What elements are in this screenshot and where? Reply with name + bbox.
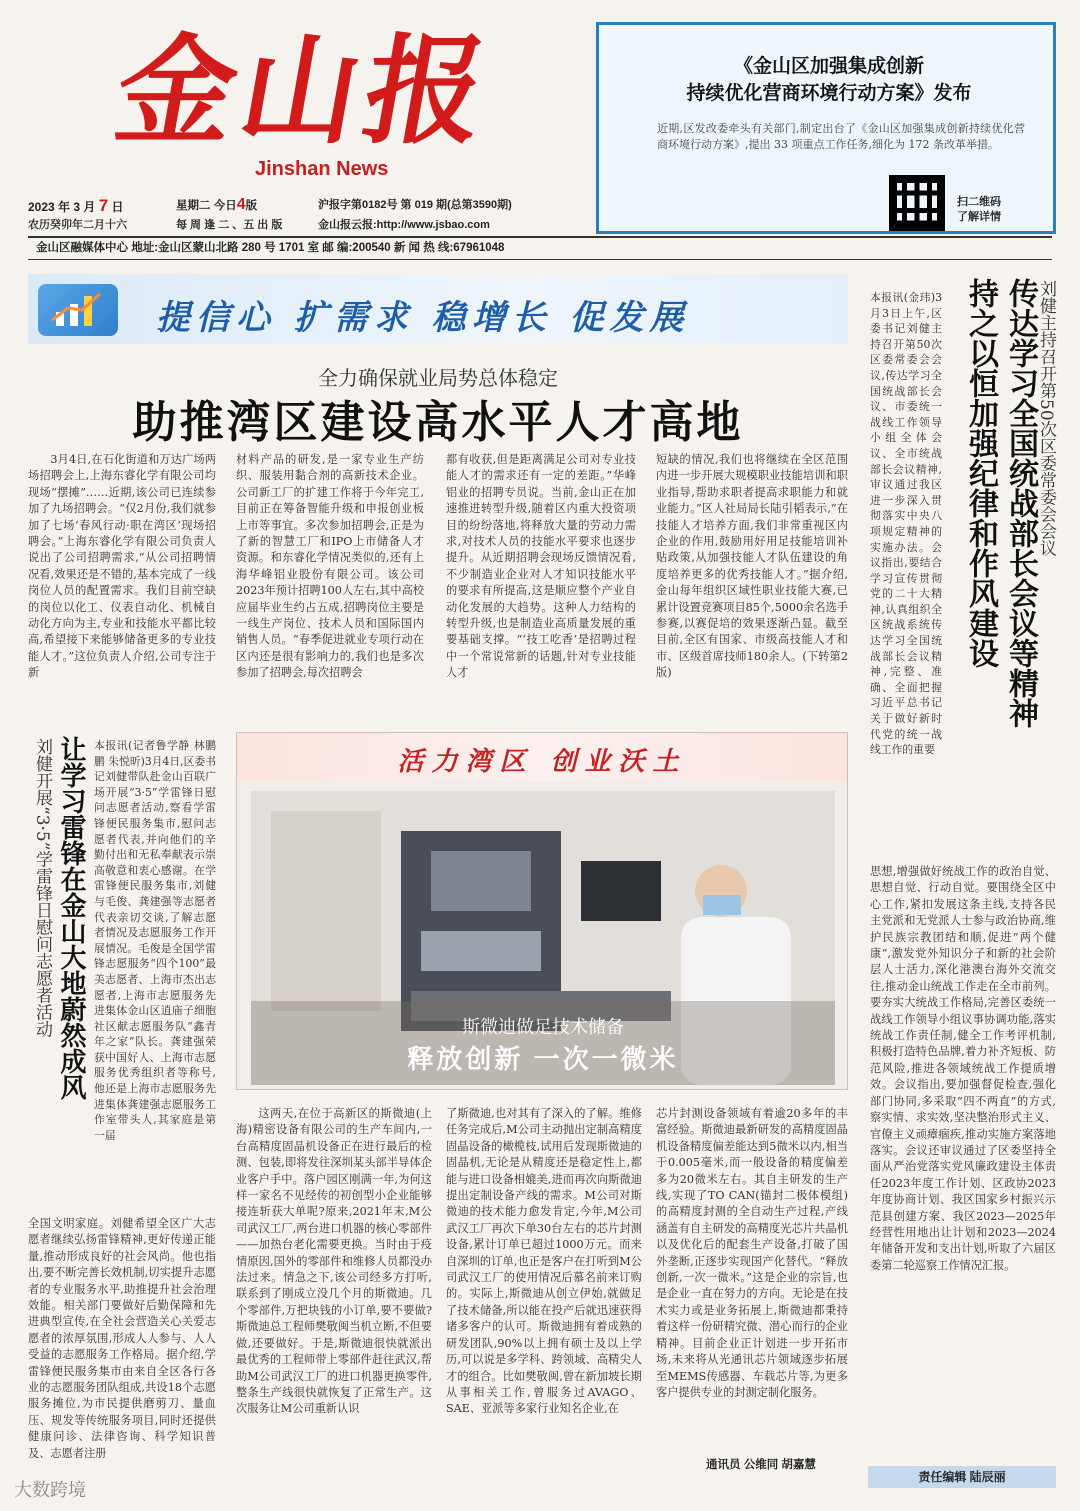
watermark: 大数跨境 bbox=[14, 1480, 86, 1500]
right-story-wide-column: 思想,增强做好统战工作的政治自觉、思想自觉、行动自觉。要围绕全区中心工作,紧扣发展这条主线,支持各民主党派和无党派人士参与政治协商,维护民族宗教团结和顺,促进“两个健康”,激发党外知识分子和新的社会阶层人士活力,深化港澳台海外交流交往,推动金山统战工作走在全市前列。要夯实大统战工作格局,完善区委统一战线工作领导小组议事协调功能,落实统战工作责任制,健全工作考评机制,积极打造特色品牌,着力补齐短板、防范风险,推进各领域统战工作提质增效。会议指出,要加强督促检查,强化部门协同,多采取“四不两直”的方式,察实情、求实效,坚决整治形式主义、官僚主义顽瘴痼疾,推动实施方案落地落实。会议还审议通过了区委坚持全面从严治党落实党风廉政建设主体责任2023年度工作计划、区政协2023年度协商计划、我区国家乡村振兴示范县创建方案、我区2023—2025年经营性用地出让计划和2023—2024年储备开发和支出计划,听取了六届区委第二轮巡察工作情况汇报。 bbox=[870, 865, 1056, 1272]
feature-block bbox=[236, 732, 848, 1090]
publication-date: 2023 年 3 月 7 日 bbox=[28, 196, 124, 215]
feature-headline: 释放创新 一次一微米 bbox=[407, 1044, 679, 1074]
qr-code-icon[interactable] bbox=[889, 175, 945, 231]
chart-icon bbox=[38, 284, 118, 336]
feature-banner-title: 活力湾区 创业沃土 bbox=[397, 747, 687, 777]
masthead-english-name: Jinshan News bbox=[255, 158, 389, 180]
lead-kicker: 全力确保就业局势总体稳定 bbox=[318, 366, 558, 390]
weekday-pages: 星期二 今日4版 bbox=[176, 196, 258, 213]
publishing-frequency: 每 周 逢 二 、五 出 版 bbox=[176, 219, 283, 231]
feature-photo bbox=[251, 791, 835, 1085]
feature-credit: 通讯员 公维同 胡嘉慧 bbox=[706, 1459, 816, 1471]
right-story-subhead: 刘健主持召开第50次区委常委会会议 bbox=[1036, 280, 1056, 557]
slogan-banner bbox=[28, 274, 848, 344]
feature-deck: 斯微迪做足技术储备 bbox=[462, 1017, 624, 1038]
left-story-headline: 让学习雷锋在金山大地蔚然成风 bbox=[57, 736, 87, 1100]
lead-column-4: 短缺的情况,我们也将继续在全区范围内进一步开展大规模职业技能培训和职业指导,帮助求职者提高求职能力和就业能力。”区人社局局长陆引韬表示,“在技能人才培养方面,我们非常重视区内企业的作用,鼓励用好用足技能培训补贴政策,从加强技能人才队伍建设的角度培养更多的优秀技能人才。”据介绍,金山每年组织区域性职业技能大赛,已累计设置竞赛项目85个,5000余名选手参赛,以赛促培的效果逐渐凸显。截至目前,全区有国家、市级高技能人才和市、区级首席技师180余人。(下转第2版) bbox=[656, 453, 848, 680]
cloud-paper-link[interactable]: 金山报云报:http://www.jsbao.com bbox=[318, 219, 490, 231]
right-story-headline-1: 传达学习全国统战部长会议等精神 bbox=[1004, 278, 1037, 728]
left-story-wide-column: 全国文明家庭。刘健希望全区广大志愿者继续弘扬雷锋精神,更好传递正能量,推动形成良好的社会风尚。他也指出,要不断完善长效机制,切实提升志愿者的专业服务水平,助推提升社会治理效能。相关部门要做好后勤保障和先进典型宣传,在全社会营造关心关爱志愿者的浓厚氛围,形成人人参与、人人受益的志愿服务工作格局。据介绍,学雷锋便民服务集市由来自全区各行各业的志愿服务团队组成,共设18个志愿服务摊位,为市民提供磨剪刀、量血压、规发等传统服务项目,同时还提供健康问诊、法律咨询、科学知识普及、志愿者注册 bbox=[28, 1217, 216, 1460]
issue-number: 沪报字第0182号 第 019 期(总第3590期) bbox=[318, 199, 512, 211]
lead-column-2: 材料产品的研发,是一家专业生产纺织、服装用黏合剂的高新技术企业。公司新工厂的扩建工作将于今年完工,目前正在筹备智能升级和申报创业板上市等事宜。多次参加招聘会,正是为了新的智慧工厂和IPO上市储备人才资源。和东睿化学情况类似的,还有上海华峰铝业股份有限公司。该公司2023年预计招聘100人左右,其中高校应届毕业生约占五成,招聘岗位主要是一线生产岗位、技术人员和国际国内销售人员。“春季促进就业专项行动在区内还是很有影响力的,我们也是多次参加了招聘会,每次招聘会 bbox=[236, 453, 424, 680]
editor-credit: 责任编辑 陆辰丽 bbox=[868, 1466, 1056, 1488]
lead-column-1: 3月4日,在石化街道和万达广场两场招聘会上,上海东睿化学有限公司均现场“摆摊”……近期,该公司已连续参加了九场招聘会。“仅2月份,我们就参加了七场‘春风行动·职在湾区’现场招聘会。”上海东睿化学有限公司负责人说出了公司招聘需求,“从公司招聘情况看,效果还是不错的,基本完成了一线岗位人员的配置需求。我们目前空缺的岗位以化工、仪表自动化、机械自动化方向为主,专业和技能水平都比较高,希望接下来能够储备更多的专业技能人才。”这位负责人介绍,公司专注于新 bbox=[28, 453, 216, 680]
feature-column-2: 了斯微迪,也对其有了深入的了解。维修任务完成后,M公司主动抛出定制高精度固晶设备的橄榄枝,试用后发现斯微迪的固晶机,无论是从精度还是稳定性上,都能与进口设备相媲美,进而再次向斯微迪提出定制设备产线的需求。M公司对斯微迪的技术能力愈发肯定,今年,M公司武汉工厂再次下单30台左右的芯片封测设备,累计订单已超过1000万元。而来自深圳的订单,也正是客户在打听到M公司武汉工厂的使用情况后慕名前来订购的。实际上,斯微迪从创立伊始,就做足了技术储备,所以能在投产后就迅速获得诸多客户的认可。斯微迪拥有着成熟的研发团队,90%以上拥有硕士及以上学历,可以说是多学科、跨领域、高精尖人才的组合。比如樊敬闽,曾在新加坡长期从事相关工作,曾服务过AVAGO、SAE、亚派等多家行业知名企业,在 bbox=[446, 1107, 642, 1416]
lead-headline: 助推湾区建设高水平人才高地 bbox=[132, 398, 744, 447]
address-bar: 金山区融媒体中心 地址:金山区蒙山北路 280 号 1701 室 邮 编:200540 新 闻 热 线:67961048 bbox=[28, 236, 1052, 260]
left-story-subhead: 刘健开展“3·5”学雷锋日慰问志愿者活动 bbox=[32, 738, 52, 1038]
promo-box bbox=[596, 22, 1056, 234]
qr-caption: 扫二维码 了解详情 bbox=[957, 196, 1001, 223]
left-story-narrow-column: 本报讯(记者鲁学静 林鹏鹏 朱悦昕)3月4日,区委书记刘健带队赴金山百联广场开展“3·5”学雷锋日慰问志愿者活动,察看学雷锋便民服务集市,慰问志愿者代表,并向他们的辛勤付出和无私奉献表示崇高敬意和衷心感谢。在学雷锋便民服务集市,刘健与毛俊、龚建强等志愿者代表亲切交谈,了解志愿者情况及志愿服务工作开展情况。毛俊是全国学雷锋志愿服务“四个100”最美志愿者、上海市杰出志愿者,上海市志愿服务先进集体金山区逍庙子细胞社区献志愿服务队“鑫青年之家”队长。龚建强荣获中国好人、上海市志愿服务优秀组织者等称号,他还是上海市志愿服务先进集体龚建强志愿服务工作室带头人,其家庭是第一届 bbox=[94, 739, 216, 1142]
right-story-narrow-column: 本报讯(金玮)3月3日上午,区委书记刘健主持召开第50次区委常委会会议,传达学习全国统战部长会议、市委统一战线工作领导小组全体会议、全市统战部长会议精神,审议通过我区进一步深入贯彻落实中央八项规定精神的实施办法。会议指出,要结合学习宣传贯彻党的二十大精神,认真组织全区统战系统传达学习全国统战部长会议精神,完整、准确、全面把握习近平总书记关于做好新时代党的统一战线工作的重要 bbox=[870, 291, 942, 757]
lead-column-3: 都有收获,但是距离满足公司对专业技能人才的需求还有一定的差距。”华峰铝业的招聘专员说。当前,金山正在加速推进转型升级,随着区内重大投资项目的纷纷落地,将释放大量的劳动力需求,对技术人员的技能水平要求也逐步提升。从近期招聘会现场反馈情况看,不少制造业企业对人才知识技能水平的要求有所提高,这是顺应整个产业自动化发展的大趋势。这种人力结构的转型升级,也是制造业高质量发展的重要基础支撑。“‘技工吃香’是招聘过程中一个常说常新的话题,针对专业技能人才 bbox=[446, 453, 636, 680]
masthead-logo: 金山报 bbox=[105, 21, 503, 160]
right-story-headline-2: 持之以恒加强纪律和作风建设 bbox=[964, 278, 997, 668]
promo-body: 近期,区发改委牵头有关部门,制定出台了《金山区加强集成创新持续优化营商环境行动方案》,提出 33 项重点工作任务,细化为 172 条改革举措。 bbox=[657, 122, 1025, 151]
promo-title: 《金山区加强集成创新 持续优化营商环境行动方案》发布 bbox=[686, 56, 972, 104]
feature-column-3: 芯片封测设备领域有着逾20多年的丰富经验。斯微迪最新研发的高精度固晶机设备精度偏差能达到5微米以内,相当于0.005毫米,而一般设备的精度偏差多为20微米左右。其自主研发的生产线,实现了TO CAN(锚封二极体模组)的高精度封测的全自动生产过程,产线涵盖有自主研发的高精度光芯片共晶机以及优化后的配套生产设备,打破了国外垄断,正逐步实现国产化替代。“释放创新,一次一微米。”这是企业的宗旨,也是企业一直在努力的方向。无论是在技术实力或是业务拓展上,斯微迪都秉持着这样一份研精究微、潜心而行的企业精神。目前企业正计划进一步开拓市场,未来将从光通讯芯片领域逐步拓展至MEMS传感器、车载芯片等,为更多客户提供专业的封测定制化服务。 bbox=[656, 1107, 848, 1399]
banner-slogan: 提信心 扩需求 稳增长 促发展 bbox=[156, 298, 690, 338]
feature-column-1: 这两天,在位于高新区的斯微迪(上海)精密设备有限公司的生产车间内,一台高精度固晶机设备正在进行最后的检测、包装,即将发往深圳某头部半导体企业客户手中。落户园区刚满一年,为何这样一家名不见经传的初创型小企业能够接连斩获大单呢?原来,2021年末,M公司武汉工厂,两台进口机器的核心零部件——加热台老化需要更换。当时由于疫情原因,国外的零部件和维修人员都没办法过来。情急之下,该公司经多方打听,联系到了刚成立没几个月的斯微迪。几个零部件,万把块钱的小订单,要不要做?斯微迪总工程师樊敬闽当机立断,不但要做,还要做好。于是,斯微迪很快就派出最优秀的工程师带上零部件赶往武汉,帮助M公司武汉工厂的进口机器更换零件,整条生产线很快就恢复了正常生产。这次服务让M公司重新认识 bbox=[236, 1107, 432, 1416]
lunar-date: 农历癸卯年二月十六 bbox=[28, 219, 127, 231]
